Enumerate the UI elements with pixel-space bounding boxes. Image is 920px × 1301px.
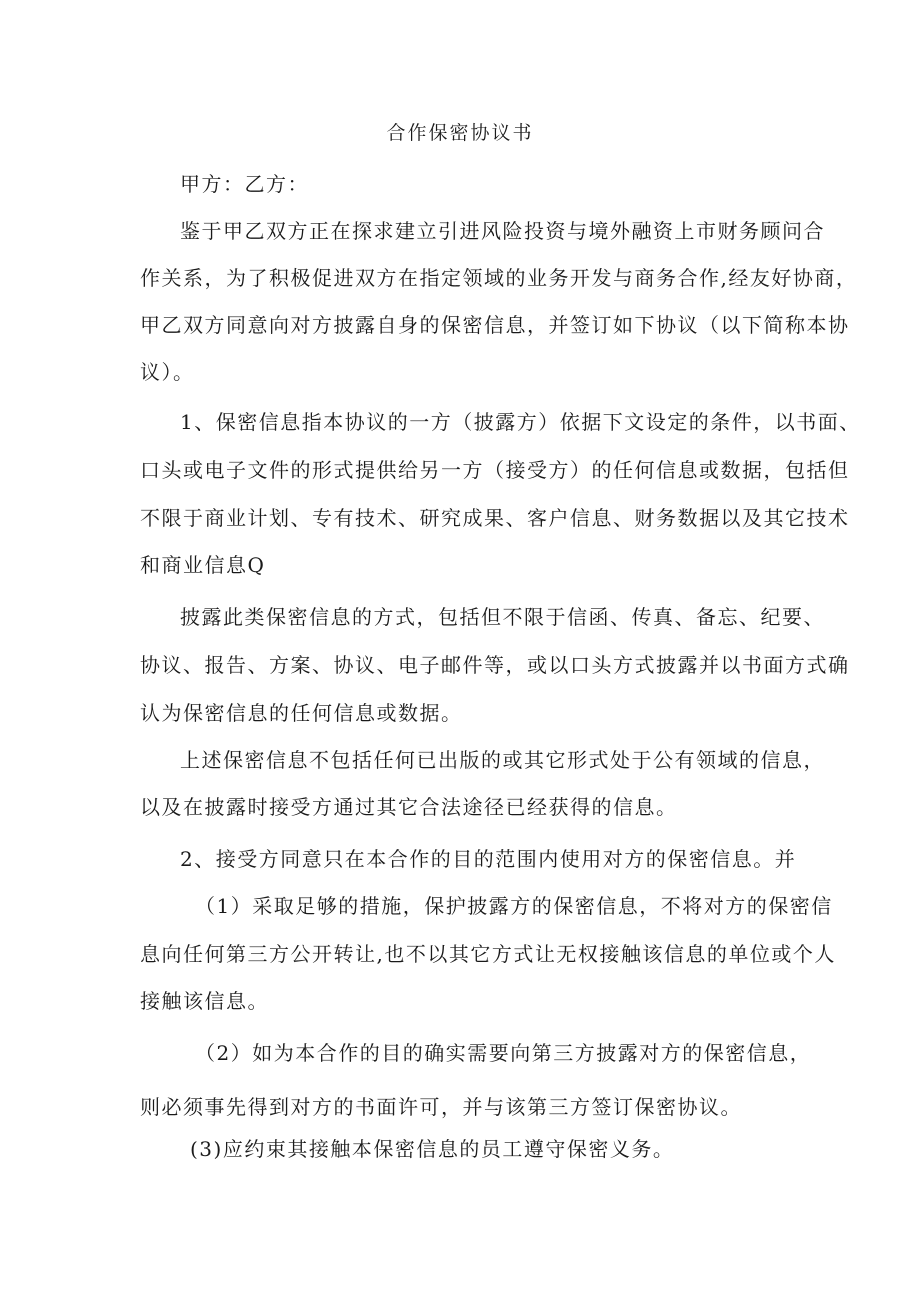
text-line: 上述保密信息不包括任何已出版的或其它形式处于公有领域的信息， [180,748,825,772]
document-title: 合作保密协议书 [386,122,534,144]
text-line: (3)应约束其接触本保密信息的员工遵守保密义务。 [190,1137,675,1161]
text-line: 1、保密信息指本协议的一方（披露方）依据下文设定的条件，以书面、 [180,410,861,434]
text-line: 则必须事先得到对方的书面许可，并与该第三方签订保密协议。 [140,1095,742,1119]
text-line: 不限于商业计划、专有技术、研究成果、客户信息、财务数据以及其它技术 [140,506,850,530]
text-line: 协议、报告、方案、协议、电子邮件等，或以口头方式披露并以书面方式确 [140,653,850,677]
text-line: 议）。 [140,360,195,384]
text-line: 2、接受方同意只在本合作的目的范围内使用对方的保密信息。并 [180,847,797,871]
text-line: 口头或电子文件的形式提供给另一方（接受方）的任何信息或数据，包括但 [140,458,850,482]
text-line: （2）如为本合作的目的确实需要向第三方披露对方的保密信息， [195,1041,812,1065]
text-line: 作关系，为了积极促进双方在指定领域的业务开发与商务合作,经友好协商， [140,266,858,290]
text-line: 鉴于甲乙双方正在探求建立引进风险投资与境外融资上市财务顾问合 [180,219,825,243]
text-line: 和商业信息Q [140,553,266,577]
party-line: 甲方：乙方： [180,172,309,196]
text-line: 甲乙双方同意向对方披露自身的保密信息，并签订如下协议（以下简称本协 [140,313,850,337]
text-line: 息向任何第三方公开转让,也不以其它方式让无权接触该信息的单位或个人 [140,942,836,966]
text-line: 认为保密信息的任何信息或数据。 [140,701,463,725]
text-line: 接触该信息。 [140,989,269,1013]
text-line: 以及在披露时接受方通过其它合法途径已经获得的信息。 [140,795,678,819]
text-line: 披露此类保密信息的方式，包括但不限于信函、传真、备忘、纪要、 [180,605,825,629]
text-line: （1）采取足够的措施，保护披露方的保密信息，不将对方的保密信 [195,894,833,918]
